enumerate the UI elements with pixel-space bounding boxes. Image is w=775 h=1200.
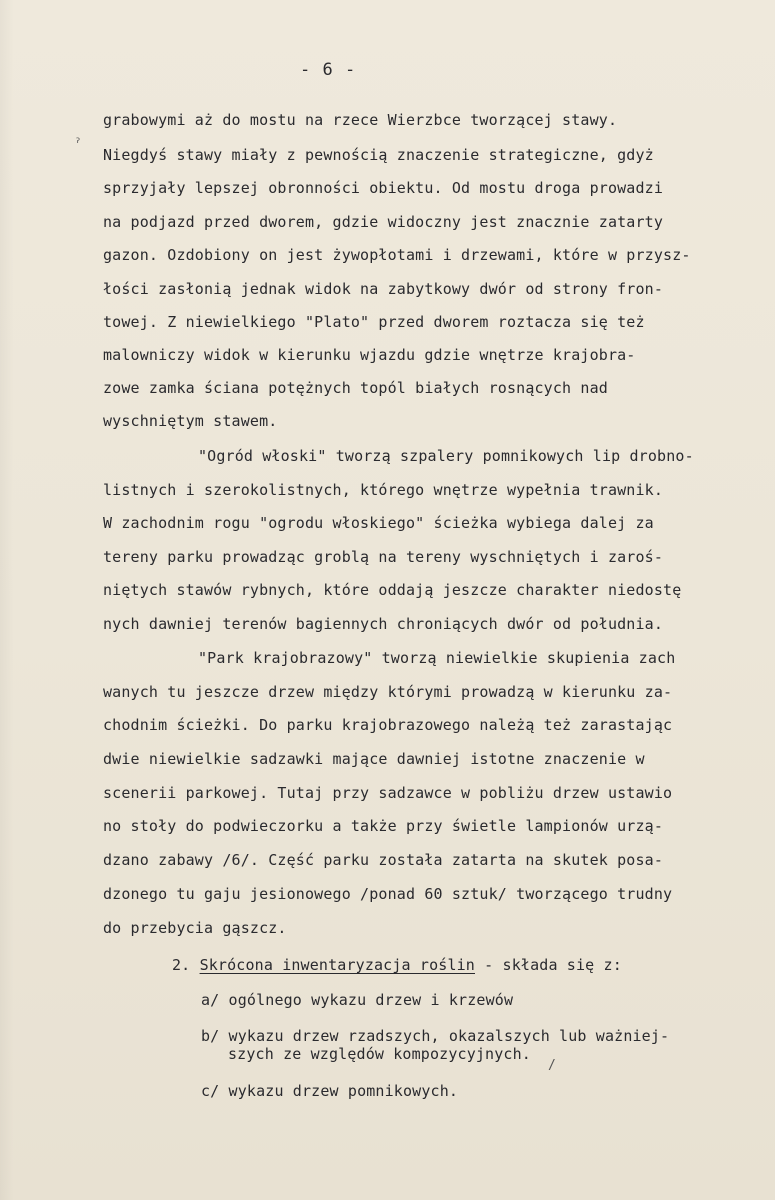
text-line: grabowymi aż do mostu na rzece Wierzbce tworzącej stawy. [103, 111, 618, 129]
text-line: wyschniętym stawem. [103, 412, 278, 430]
text-line: niętych stawów rybnych, które oddają jeszcze charakter niedostę [103, 581, 682, 599]
text-line: "Park krajobrazowy" tworzą niewielkie skupienia zach [198, 649, 676, 667]
text-line: no stoły do podwieczorku a także przy świetle lampionów urzą- [103, 817, 664, 835]
text-line: sprzyjały lepszej obronności obiektu. Od mostu droga prowadzi [103, 179, 664, 197]
text-line: tereny parku prowadząc groblą na tereny wyschniętych i zaroś- [103, 548, 664, 566]
text-line: listnych i szerokolistnych, którego wnętrze wypełnia trawnik. [103, 481, 664, 499]
section-number: 2. [172, 956, 191, 974]
text-line: wanych tu jeszcze drzew między którymi prowadzą w kierunku za- [103, 683, 673, 701]
list-item-continuation: szych ze względów kompozycyjnych. [228, 1045, 531, 1063]
page-number: - 6 - [300, 60, 357, 80]
text-line: towej. Z niewielkiego "Plato" przed dworem roztacza się też [103, 313, 645, 331]
text-line: dzano zabawy /6/. Część parku została zatarta na skutek posa- [103, 851, 664, 869]
list-item: a/ ogólnego wykazu drzew i krzewów [201, 991, 514, 1009]
text-line: malowniczy widok w kierunku wjazdu gdzie wnętrze krajobra- [103, 346, 636, 364]
text-line: nych dawniej terenów bagiennych chroniących dwór od południa. [103, 615, 664, 633]
text-line: dwie niewielkie sadzawki mające dawniej istotne znaczenie w [103, 750, 645, 768]
text-line: Niegdyś stawy miały z pewnością znaczenie strategiczne, gdyż [103, 146, 654, 164]
list-item: c/ wykazu drzew pomnikowych. [201, 1082, 459, 1100]
margin-mark: ˀ [74, 138, 82, 153]
text-line: gazon. Ozdobiony on jest żywopłotami i drzewami, które w przysz- [103, 246, 691, 264]
list-item: b/ wykazu drzew rzadszych, okazalszych lub ważniej- [201, 1027, 670, 1045]
text-line: W zachodnim rogu "ogrodu włoskiego" ścieżka wybiega dalej za [103, 514, 654, 532]
text-line: "Ogród włoski" tworzą szpalery pomnikowych lip drobno- [198, 447, 694, 465]
section-intro: - składa się z: [475, 956, 622, 974]
text-line: do przebycia gąszcz. [103, 919, 287, 937]
text-line: chodnim ścieżki. Do parku krajobrazowego należą też zarastając [103, 716, 673, 734]
text-line: zowe zamka ściana potężnych topól białych rosnących nad [103, 379, 608, 397]
text-line: scenerii parkowej. Tutaj przy sadzawce w pobliżu drzew ustawio [103, 784, 673, 802]
text-line: łości zasłonią jednak widok na zabytkowy dwór od strony fron- [103, 280, 664, 298]
text-line: na podjazd przed dworem, gdzie widoczny jest znacznie zatarty [103, 213, 664, 231]
pen-mark: / [548, 1058, 556, 1073]
section-heading [172, 955, 622, 975]
text-line: dzonego tu gaju jesionowego /ponad 60 sztuk/ tworzącego trudny [103, 885, 673, 903]
section-title: Skrócona inwentaryzacja roślin [199, 956, 475, 974]
